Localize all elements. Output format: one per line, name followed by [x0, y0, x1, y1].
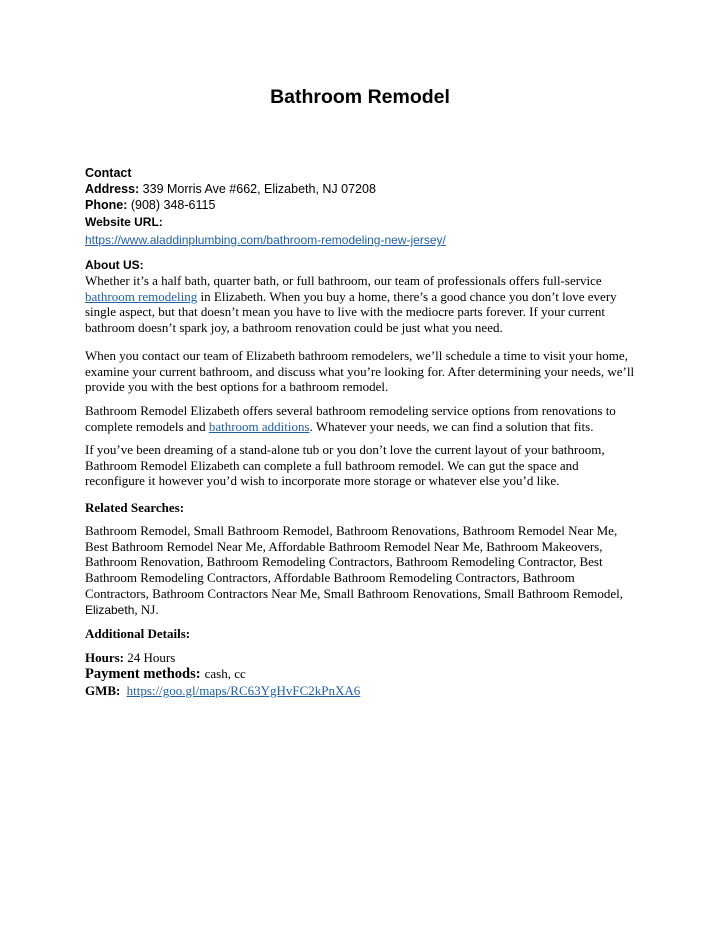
bathroom-remodeling-link[interactable]: bathroom remodeling: [85, 288, 198, 304]
address-label: Address:: [85, 182, 140, 196]
gmb-line: [85, 683, 360, 699]
related-end-city: Elizabeth: [85, 602, 135, 617]
phone-value: (908) 348-6115: [130, 198, 216, 212]
hours-value: 24 Hours: [127, 650, 176, 665]
about-heading: About US:: [85, 258, 144, 272]
additional-details-heading: Additional Details:: [85, 626, 191, 641]
payment-line: [85, 665, 246, 683]
hours-line: [85, 650, 175, 666]
gmb-link[interactable]: https://goo.gl/maps/RC63YgHvFC2kPnXA6: [126, 683, 361, 698]
about-paragraph-2: [85, 348, 637, 395]
payment-label: Payment methods:: [85, 666, 201, 682]
about-paragraph-1: [85, 273, 637, 336]
address-value: 339 Morris Ave #662, Elizabeth, NJ 07208: [142, 182, 376, 196]
website-line: [85, 233, 446, 247]
phone-label: Phone:: [85, 198, 128, 212]
phone-line: [85, 198, 215, 212]
about-p3-text: Bathroom Remodel Elizabeth offers several bathroom remodeling service options from renovations to complete remodels and: [85, 403, 616, 434]
related-searches-text: [85, 523, 637, 618]
about-p1-text-end: in Elizabeth. When you buy a home, there’s a good chance you don’t love every single aspect, but that doesn’t mean you have to live with the mediocre parts forever. If your current bathroom doesn’t spark joy, a bathroom renovation could be just what you need.: [85, 288, 617, 336]
about-p1-text: Whether it’s a half bath, quarter bath, or full bathroom, our team of professionals offers full-service: [85, 273, 602, 288]
related-searches-list: Bathroom Remodel, Small Bathroom Remodel, Bathroom Renovations, Bathroom Remodel Near Me, Best Bathroom Remodel Near Me, Affordable Bathroom Remodel Near Me, Bathroom Makeovers, Bathroom Renovation, Bathroom Remodeling Contractors, Bathroom Remodeling Contractor, Best Bathroom Remodeling Contractors, Affordable Bathroom Remodeling Contractors, Bathroom Contractors, Bathroom Contractors Near Me, Small Bathroom Renovations, Small Bathroom Remodel,: [85, 523, 623, 601]
about-paragraph-4: [85, 442, 637, 489]
about-p4-text: If you’ve been dreaming of a stand-alone tub or you don’t love the current layout of your bathroom, Bathroom Remodel Elizabeth can complete a full bathroom remodel. We can gut the space and reconfigure it however you’d wish to incorporate more storage or whatever else you’d like.: [85, 442, 605, 489]
about-paragraph-3: [85, 403, 637, 434]
about-p2-text: When you contact our team of Elizabeth bathroom remodelers, we’ll schedule a time to visit your home, examine your current bathroom, and discuss what you’re looking for. After determining your needs, we’ll provide you with the best options for a bathroom remodel.: [85, 348, 635, 395]
website-link[interactable]: https://www.aladdinplumbing.com/bathroom-remodeling-new-jersey/: [85, 233, 446, 247]
related-searches-heading: Related Searches:: [85, 500, 185, 515]
address-line: [85, 182, 376, 196]
document-title: Bathroom Remodel: [270, 86, 450, 108]
contact-heading: Contact: [85, 166, 132, 180]
related-end-state: , NJ.: [134, 601, 159, 617]
gmb-label: GMB:: [85, 683, 121, 698]
website-label: Website URL:: [85, 215, 163, 229]
hours-label: Hours:: [85, 650, 124, 665]
payment-value: cash, cc: [204, 666, 246, 681]
about-p3-text-end: . Whatever your needs, we can find a solution that fits.: [309, 418, 594, 434]
bathroom-additions-link[interactable]: bathroom additions: [208, 418, 310, 434]
